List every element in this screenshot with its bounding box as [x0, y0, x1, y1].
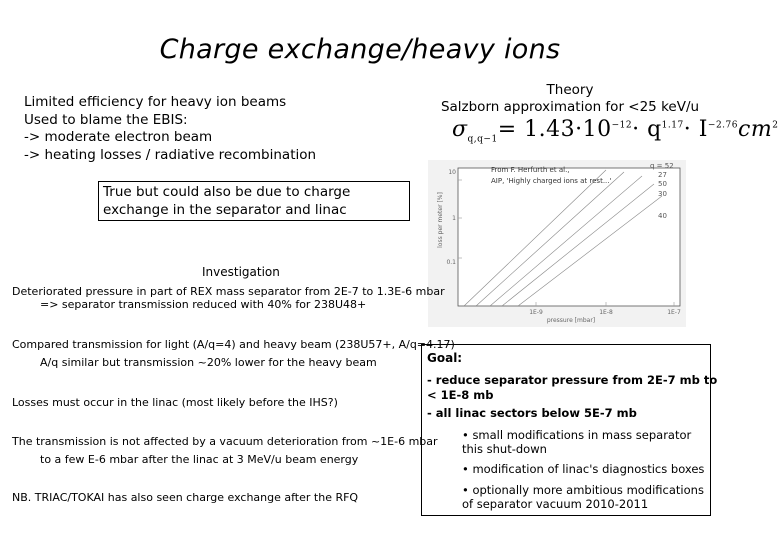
plot-citation: From F. Herfurth et al.,	[491, 166, 570, 174]
q-label: 50	[658, 180, 667, 188]
vacuum-subtext: to a few E-6 mbar after the linac at 3 MeV/u beam energy	[40, 453, 359, 466]
goal-bullet	[462, 462, 704, 476]
formula-ip: · I	[683, 117, 708, 142]
charge-exchange-note: True but could also be due to charge exchange in the separator and linac	[98, 181, 410, 221]
formula-eq: = 1.43·10	[497, 117, 612, 142]
q-label: 40	[658, 212, 667, 220]
q-label: 30	[658, 190, 667, 198]
intro-text	[24, 94, 316, 164]
goal-item-line: - reduce separator pressure from 2E-7 mb to	[427, 373, 718, 387]
goal-item-line: < 1E-8 mb	[427, 388, 494, 402]
plot-frame	[458, 168, 680, 306]
ytick-label: 1	[452, 215, 456, 222]
sigma-symbol: σ	[452, 117, 468, 142]
page-title: Charge exchange/heavy ions	[159, 34, 561, 65]
intro-line: -> heating losses / radiative recombination	[24, 146, 317, 163]
theory-subheading: Salzborn approximation for <25 keV/u	[440, 99, 700, 115]
intro-line: Limited efficiency for heavy ion beams	[24, 94, 287, 110]
plot-citation: AIP, 'Highly charged ions at rest...'	[491, 177, 612, 185]
formula-unit-exp: 2	[772, 120, 778, 131]
formula-exp1: −12	[611, 120, 633, 131]
goal-bullet	[462, 483, 704, 511]
q-label: 27	[658, 171, 667, 179]
investigation-text: Deteriorated pressure in part of REX mass separator from 2E-7 to 1.3E-6 mbar	[12, 285, 445, 298]
goal-bullet-line: • optionally more ambitious modifications	[462, 483, 704, 497]
formula-exp2: 1.17	[661, 120, 684, 131]
ytick-label: 0.1	[446, 259, 456, 266]
investigation-text: => separator transmission reduced with 40% for 238U48+	[40, 298, 367, 311]
losses-text: Losses must occur in the linac (most likely before the IHS?)	[12, 396, 338, 409]
xtick-label: 1E-8	[599, 309, 613, 316]
formula-unit: cm	[738, 117, 773, 142]
salzborn-formula	[452, 117, 778, 144]
goal-bullet-line: this shut-down	[462, 442, 547, 456]
goal-bullet-line: • modification of linac's diagnostics boxes	[462, 462, 705, 476]
formula-sub: q,q−1	[467, 134, 498, 145]
intro-line: Used to blame the EBIS:	[24, 111, 188, 128]
goal-bullet	[462, 428, 691, 456]
formula-exp3: −2.76	[707, 120, 738, 131]
goal-bullet-line: of separator vacuum 2010-2011	[462, 497, 649, 511]
loss-pressure-plot	[428, 160, 686, 327]
compare-text: Compared transmission for light (A/q=4) and heavy beam (238U57+, A/q=4.17)	[12, 338, 455, 351]
compare-subtext: A/q similar but transmission ~20% lower for the heavy beam	[40, 356, 377, 369]
nb-text: NB. TRIAC/TOKAI has also seen charge exchange after the RFQ	[12, 491, 359, 504]
xtick-label: 1E-9	[529, 309, 543, 316]
theory-heading: Theory	[546, 82, 594, 98]
theory-heading-block	[420, 82, 720, 116]
plot-xlabel: pressure [mbar]	[546, 317, 596, 324]
q-label: q = 52	[650, 162, 674, 170]
intro-line: -> moderate electron beam	[24, 129, 213, 145]
vacuum-text: The transmission is not affected by a vacuum deterioration from ~1E-6 mbar	[12, 435, 438, 448]
goal-item: - all linac sectors below 5E-7 mb	[427, 406, 637, 420]
goal-item	[427, 373, 717, 403]
formula-q: · q	[632, 117, 662, 142]
ytick-label: 10	[448, 169, 456, 176]
goal-bullet-line: • small modifications in mass separator	[462, 428, 692, 442]
xtick-label: 1E-7	[667, 309, 681, 316]
goal-label: Goal:	[427, 351, 463, 365]
investigation-heading: Investigation	[202, 265, 280, 279]
plot-ylabel: loss per meter [%]	[437, 192, 444, 248]
